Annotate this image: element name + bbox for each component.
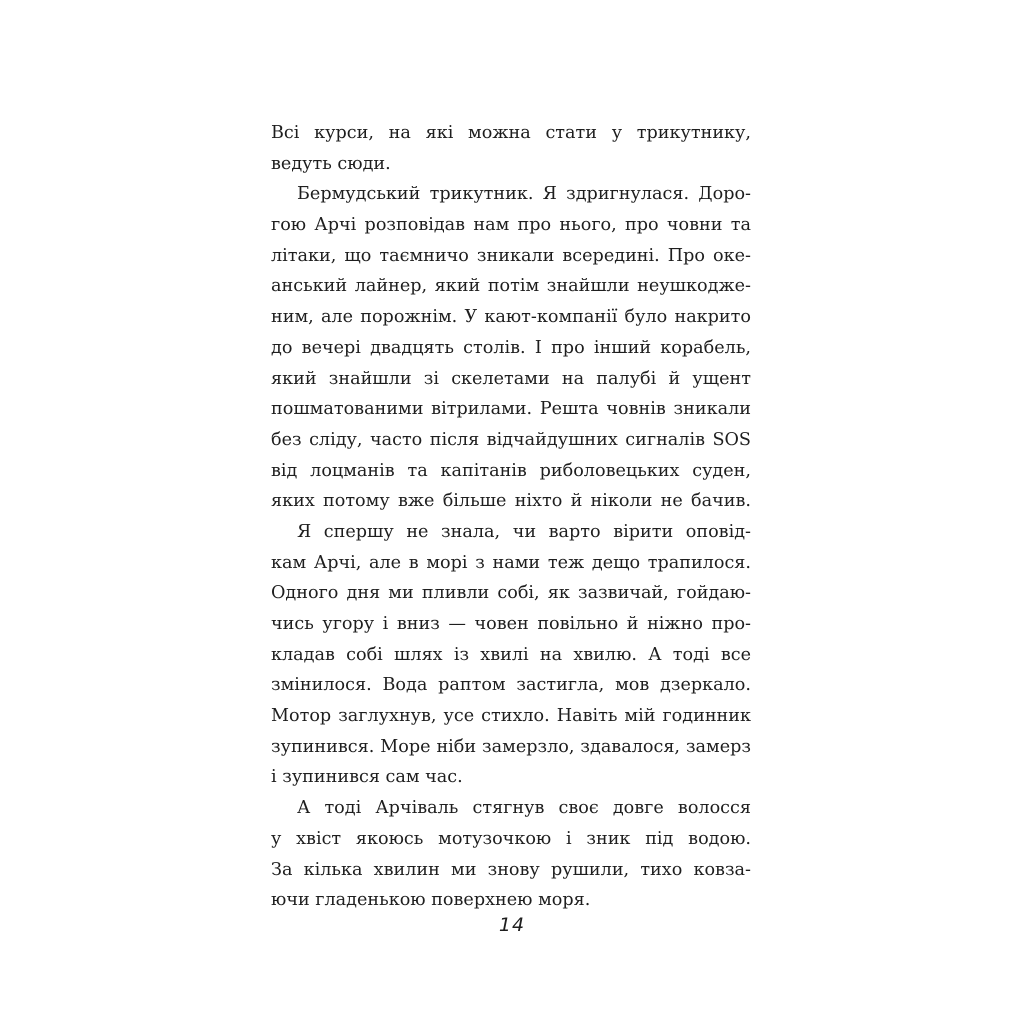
body-text <box>271 118 751 916</box>
text-line: літаки, що таємничо зникали всередині. Про оке- <box>271 245 751 266</box>
text-line: зупинився. Море ніби замерзло, здавалося, замерз <box>271 736 751 757</box>
text-line: змінилося. Вода раптом застигла, мов дзеркало. <box>271 675 751 696</box>
text-line: який знайшли зі скелетами на палубі й ущент <box>271 368 751 389</box>
text-line: Всі курси, на які можна стати у трикутнику, <box>271 123 751 143</box>
text-line: А тоді Арчіваль стягнув своє довге волосся <box>297 798 751 819</box>
text-line: і зупинився сам час. <box>271 767 463 788</box>
text-line: ним, але порожнім. У кают-компанії було накрито <box>271 307 751 328</box>
text-line: гою Арчі розповідав нам про нього, про човни та <box>271 215 751 236</box>
text-line: Мотор заглухнув, усе стихло. Навіть мій годинник <box>271 706 751 727</box>
text-line: Одного дня ми пливли собі, як зазвичай, гойдаю- <box>271 583 751 604</box>
text-line: кам Арчі, але в морі з нами теж дещо трапилося. <box>271 552 751 573</box>
text-line: до вечері двадцять столів. І про інший корабель, <box>271 337 751 358</box>
text-line: чись угору і вниз — човен повільно й ніжно про- <box>271 614 751 634</box>
text-line: ведуть сюди. <box>271 153 391 174</box>
page-number: 14 <box>498 914 526 936</box>
text-line: За кілька хвилин ми знову рушили, тихо ковза- <box>271 859 751 880</box>
text-line: пошматованими вітрилами. Решта човнів зникали <box>271 399 751 420</box>
text-line: без сліду, часто після відчайдушних сигналів SOS <box>271 429 751 450</box>
text-line: Бермудський трикутник. Я здригнулася. Доро- <box>297 184 751 205</box>
text-line: ючи гладенькою поверхнею моря. <box>271 890 591 911</box>
text-line: анський лайнер, який потім знайшли неушкодже- <box>271 276 751 297</box>
text-line: кладав собі шлях із хвилі на хвилю. А тоді все <box>271 644 751 665</box>
text-line: від лоцманів та капітанів риболовецьких суден, <box>271 460 751 481</box>
text-line: яких потому вже більше ніхто й ніколи не бачив. <box>271 491 751 512</box>
text-line: Я спершу не знала, чи варто вірити оповід- <box>297 521 751 542</box>
text-line: у хвіст якоюсь мотузочкою і зник під водою. <box>271 828 751 849</box>
